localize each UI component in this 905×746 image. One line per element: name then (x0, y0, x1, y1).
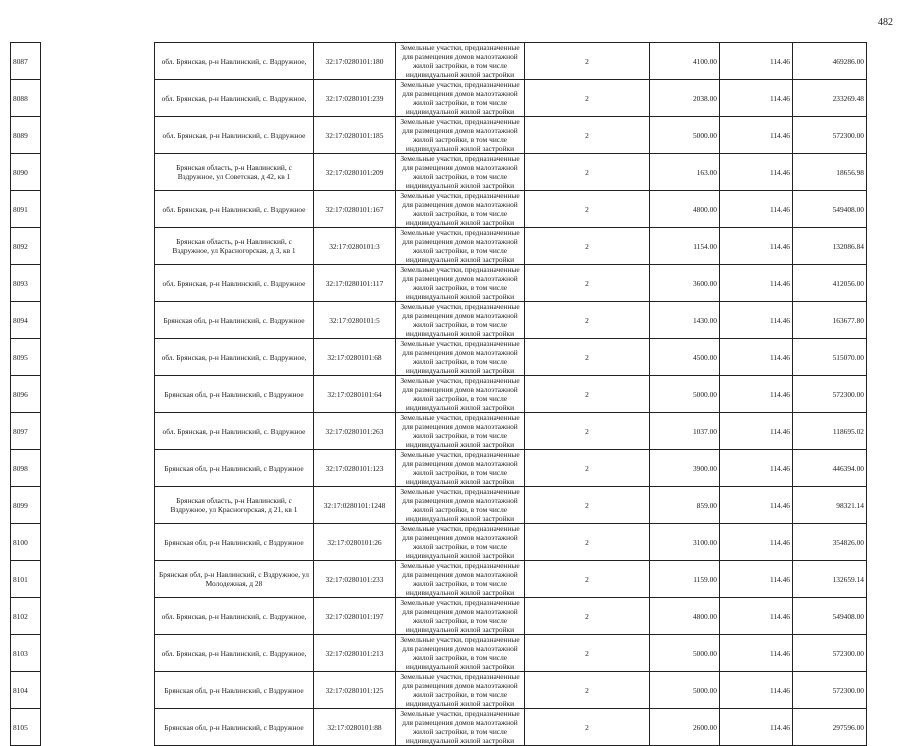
blank-cell (41, 154, 155, 191)
area-cell: 4800.00 (650, 191, 720, 228)
blank-cell (41, 339, 155, 376)
table-row (11, 450, 867, 487)
address-cell: обл. Брянская, р-н Навлинский, с. Вздружное (155, 413, 314, 450)
land-use-cell: Земельные участки, предназначенные для размещения домов малоэтажной жилой застройки, в том числе индивидуальной жилой застройки (396, 191, 525, 228)
cadastral-number-cell: 32:17:0280101:64 (314, 376, 396, 413)
rate-cell: 114.46 (720, 598, 793, 635)
cadastral-number-cell: 32:17:0280101:1248 (314, 487, 396, 524)
category-cell: 2 (525, 302, 650, 339)
rate-cell: 114.46 (720, 376, 793, 413)
cadastral-value-cell: 132659.14 (793, 561, 867, 598)
address-cell: обл. Брянская, р-н Навлинский, с. Вздружное, (155, 635, 314, 672)
rate-cell: 114.46 (720, 154, 793, 191)
row-number-cell: 8100 (11, 524, 41, 561)
address-cell: Брянская область, р-н Навлинский, с Вздружное, ул Советская, д 42, кв 1 (155, 154, 314, 191)
registry-body (11, 43, 867, 746)
row-number-cell: 8090 (11, 154, 41, 191)
cadastral-number-cell: 32:17:0280101:185 (314, 117, 396, 154)
cadastral-number-cell: 32:17:0280101:167 (314, 191, 396, 228)
address-cell: обл. Брянская, р-н Навлинский, с. Вздружное, (155, 339, 314, 376)
land-use-cell: Земельные участки, предназначенные для размещения домов малоэтажной жилой застройки, в том числе индивидуальной жилой застройки (396, 524, 525, 561)
address-cell: Брянская область, р-н Навлинский, с Вздружное, ул Красногорская, д 21, кв 1 (155, 487, 314, 524)
blank-cell (41, 43, 155, 80)
table-row (11, 598, 867, 635)
blank-cell (41, 302, 155, 339)
cadastral-value-cell: 572300.00 (793, 117, 867, 154)
land-use-cell: Земельные участки, предназначенные для размещения домов малоэтажной жилой застройки, в том числе индивидуальной жилой застройки (396, 413, 525, 450)
area-cell: 5000.00 (650, 635, 720, 672)
table-row (11, 524, 867, 561)
row-number-cell: 8101 (11, 561, 41, 598)
address-cell: Брянская обл, р-н Навлинский, с Вздружное, ул Молодежная, д 28 (155, 561, 314, 598)
row-number-cell: 8096 (11, 376, 41, 413)
cadastral-number-cell: 32:17:0280101:125 (314, 672, 396, 709)
cadastral-number-cell: 32:17:0280101:117 (314, 265, 396, 302)
cadastral-value-cell: 297596.00 (793, 709, 867, 746)
address-cell: Брянская обл, р-н Навлинский, с Вздружное (155, 672, 314, 709)
area-cell: 3100.00 (650, 524, 720, 561)
category-cell: 2 (525, 154, 650, 191)
cadastral-number-cell: 32:17:0280101:68 (314, 339, 396, 376)
cadastral-value-cell: 98321.14 (793, 487, 867, 524)
address-cell: Брянская обл, р-н Навлинский, с Вздружное (155, 450, 314, 487)
row-number-cell: 8103 (11, 635, 41, 672)
cadastral-value-cell: 572300.00 (793, 635, 867, 672)
category-cell: 2 (525, 635, 650, 672)
rate-cell: 114.46 (720, 43, 793, 80)
table-row (11, 117, 867, 154)
blank-cell (41, 265, 155, 302)
row-number-cell: 8104 (11, 672, 41, 709)
category-cell: 2 (525, 709, 650, 746)
table-row (11, 302, 867, 339)
cadastral-value-cell: 515070.00 (793, 339, 867, 376)
cadastral-value-cell: 572300.00 (793, 376, 867, 413)
area-cell: 4800.00 (650, 598, 720, 635)
table-row (11, 635, 867, 672)
address-cell: Брянская обл, р-н Навлинский, с Вздружное (155, 524, 314, 561)
blank-cell (41, 376, 155, 413)
cadastral-number-cell: 32:17:0280101:263 (314, 413, 396, 450)
table-row (11, 561, 867, 598)
category-cell: 2 (525, 561, 650, 598)
cadastral-number-cell: 32:17:0280101:123 (314, 450, 396, 487)
cadastral-value-cell: 549408.00 (793, 191, 867, 228)
cadastral-value-cell: 18656.98 (793, 154, 867, 191)
row-number-cell: 8094 (11, 302, 41, 339)
cadastral-value-cell: 572300.00 (793, 672, 867, 709)
category-cell: 2 (525, 376, 650, 413)
address-cell: Брянская область, р-н Навлинский, с Вздружное, ул Красногорская, д 3, кв 1 (155, 228, 314, 265)
row-number-cell: 8091 (11, 191, 41, 228)
land-use-cell: Земельные участки, предназначенные для размещения домов малоэтажной жилой застройки, в том числе индивидуальной жилой застройки (396, 709, 525, 746)
blank-cell (41, 672, 155, 709)
address-cell: Брянская обл, р-н Навлинский, с. Вздружное (155, 302, 314, 339)
blank-cell (41, 635, 155, 672)
table-row (11, 265, 867, 302)
area-cell: 5000.00 (650, 376, 720, 413)
row-number-cell: 8105 (11, 709, 41, 746)
cadastral-value-cell: 233269.48 (793, 80, 867, 117)
cadastral-number-cell: 32:17:0280101:5 (314, 302, 396, 339)
land-use-cell: Земельные участки, предназначенные для размещения домов малоэтажной жилой застройки, в том числе индивидуальной жилой застройки (396, 43, 525, 80)
blank-cell (41, 524, 155, 561)
area-cell: 1154.00 (650, 228, 720, 265)
rate-cell: 114.46 (720, 672, 793, 709)
cadastral-value-cell: 118695.02 (793, 413, 867, 450)
row-number-cell: 8093 (11, 265, 41, 302)
category-cell: 2 (525, 672, 650, 709)
land-use-cell: Земельные участки, предназначенные для размещения домов малоэтажной жилой застройки, в том числе индивидуальной жилой застройки (396, 117, 525, 154)
rate-cell: 114.46 (720, 487, 793, 524)
area-cell: 1430.00 (650, 302, 720, 339)
category-cell: 2 (525, 43, 650, 80)
category-cell: 2 (525, 191, 650, 228)
land-use-cell: Земельные участки, предназначенные для размещения домов малоэтажной жилой застройки, в том числе индивидуальной жилой застройки (396, 598, 525, 635)
rate-cell: 114.46 (720, 413, 793, 450)
rate-cell: 114.46 (720, 191, 793, 228)
blank-cell (41, 450, 155, 487)
cadastral-number-cell: 32:17:0280101:239 (314, 80, 396, 117)
cadastral-number-cell: 32:17:0280101:88 (314, 709, 396, 746)
rate-cell: 114.46 (720, 450, 793, 487)
table-row (11, 339, 867, 376)
area-cell: 859.00 (650, 487, 720, 524)
address-cell: обл. Брянская, р-н Навлинский, с. Вздружное, (155, 80, 314, 117)
area-cell: 2600.00 (650, 709, 720, 746)
rate-cell: 114.46 (720, 339, 793, 376)
row-number-cell: 8097 (11, 413, 41, 450)
cadastral-number-cell: 32:17:0280101:213 (314, 635, 396, 672)
blank-cell (41, 117, 155, 154)
category-cell: 2 (525, 598, 650, 635)
table-row (11, 709, 867, 746)
table-row (11, 672, 867, 709)
land-use-cell: Земельные участки, предназначенные для размещения домов малоэтажной жилой застройки, в том числе индивидуальной жилой застройки (396, 635, 525, 672)
rate-cell: 114.46 (720, 524, 793, 561)
area-cell: 5000.00 (650, 117, 720, 154)
blank-cell (41, 561, 155, 598)
table-row (11, 376, 867, 413)
cadastral-value-cell: 412056.00 (793, 265, 867, 302)
address-cell: обл. Брянская, р-н Навлинский, с. Вздружное, (155, 598, 314, 635)
land-use-cell: Земельные участки, предназначенные для размещения домов малоэтажной жилой застройки, в том числе индивидуальной жилой застройки (396, 80, 525, 117)
land-use-cell: Земельные участки, предназначенные для размещения домов малоэтажной жилой застройки, в том числе индивидуальной жилой застройки (396, 376, 525, 413)
category-cell: 2 (525, 117, 650, 154)
area-cell: 4500.00 (650, 339, 720, 376)
page-number: 482 (878, 17, 893, 28)
area-cell: 2038.00 (650, 80, 720, 117)
cadastral-value-cell: 163677.80 (793, 302, 867, 339)
cadastral-number-cell: 32:17:0280101:180 (314, 43, 396, 80)
row-number-cell: 8095 (11, 339, 41, 376)
address-cell: Брянская обл, р-н Навлинский, с Вздружное (155, 376, 314, 413)
rate-cell: 114.46 (720, 228, 793, 265)
table-row (11, 413, 867, 450)
category-cell: 2 (525, 339, 650, 376)
cadastral-number-cell: 32:17:0280101:3 (314, 228, 396, 265)
cadastral-number-cell: 32:17:0280101:209 (314, 154, 396, 191)
blank-cell (41, 80, 155, 117)
category-cell: 2 (525, 487, 650, 524)
land-plot-registry-table (10, 42, 867, 746)
land-use-cell: Земельные участки, предназначенные для размещения домов малоэтажной жилой застройки, в том числе индивидуальной жилой застройки (396, 450, 525, 487)
category-cell: 2 (525, 524, 650, 561)
blank-cell (41, 228, 155, 265)
table-row (11, 43, 867, 80)
cadastral-number-cell: 32:17:0280101:233 (314, 561, 396, 598)
blank-cell (41, 598, 155, 635)
rate-cell: 114.46 (720, 635, 793, 672)
blank-cell (41, 191, 155, 228)
land-use-cell: Земельные участки, предназначенные для размещения домов малоэтажной жилой застройки, в том числе индивидуальной жилой застройки (396, 302, 525, 339)
rate-cell: 114.46 (720, 80, 793, 117)
table-row (11, 80, 867, 117)
address-cell: обл. Брянская, р-н Навлинский, с. Вздружное (155, 117, 314, 154)
land-use-cell: Земельные участки, предназначенные для размещения домов малоэтажной жилой застройки, в том числе индивидуальной жилой застройки (396, 487, 525, 524)
rate-cell: 114.46 (720, 709, 793, 746)
table-row (11, 154, 867, 191)
table-row (11, 191, 867, 228)
land-use-cell: Земельные участки, предназначенные для размещения домов малоэтажной жилой застройки, в том числе индивидуальной жилой застройки (396, 561, 525, 598)
cadastral-value-cell: 132086.84 (793, 228, 867, 265)
row-number-cell: 8092 (11, 228, 41, 265)
cadastral-value-cell: 549408.00 (793, 598, 867, 635)
cadastral-number-cell: 32:17:0280101:26 (314, 524, 396, 561)
rate-cell: 114.46 (720, 117, 793, 154)
rate-cell: 114.46 (720, 561, 793, 598)
category-cell: 2 (525, 413, 650, 450)
row-number-cell: 8098 (11, 450, 41, 487)
address-cell: обл. Брянская, р-н Навлинский, с. Вздружное, (155, 43, 314, 80)
land-use-cell: Земельные участки, предназначенные для размещения домов малоэтажной жилой застройки, в том числе индивидуальной жилой застройки (396, 154, 525, 191)
cadastral-number-cell: 32:17:0280101:197 (314, 598, 396, 635)
area-cell: 1159.00 (650, 561, 720, 598)
category-cell: 2 (525, 450, 650, 487)
address-cell: Брянская обл, р-н Навлинский, с Вздружное (155, 709, 314, 746)
address-cell: обл. Брянская, р-н Навлинский, с. Вздружное (155, 265, 314, 302)
row-number-cell: 8089 (11, 117, 41, 154)
blank-cell (41, 487, 155, 524)
area-cell: 3900.00 (650, 450, 720, 487)
rate-cell: 114.46 (720, 302, 793, 339)
row-number-cell: 8087 (11, 43, 41, 80)
rate-cell: 114.46 (720, 265, 793, 302)
category-cell: 2 (525, 228, 650, 265)
cadastral-value-cell: 446394.00 (793, 450, 867, 487)
category-cell: 2 (525, 265, 650, 302)
cadastral-value-cell: 469286.00 (793, 43, 867, 80)
table-row (11, 228, 867, 265)
address-cell: обл. Брянская, р-н Навлинский, с. Вздружное (155, 191, 314, 228)
area-cell: 4100.00 (650, 43, 720, 80)
row-number-cell: 8102 (11, 598, 41, 635)
row-number-cell: 8099 (11, 487, 41, 524)
table-row (11, 487, 867, 524)
area-cell: 1037.00 (650, 413, 720, 450)
category-cell: 2 (525, 80, 650, 117)
row-number-cell: 8088 (11, 80, 41, 117)
area-cell: 5000.00 (650, 672, 720, 709)
area-cell: 163.00 (650, 154, 720, 191)
cadastral-value-cell: 354826.00 (793, 524, 867, 561)
land-use-cell: Земельные участки, предназначенные для размещения домов малоэтажной жилой застройки, в том числе индивидуальной жилой застройки (396, 265, 525, 302)
land-use-cell: Земельные участки, предназначенные для размещения домов малоэтажной жилой застройки, в том числе индивидуальной жилой застройки (396, 339, 525, 376)
blank-cell (41, 709, 155, 746)
land-use-cell: Земельные участки, предназначенные для размещения домов малоэтажной жилой застройки, в том числе индивидуальной жилой застройки (396, 228, 525, 265)
land-use-cell: Земельные участки, предназначенные для размещения домов малоэтажной жилой застройки, в том числе индивидуальной жилой застройки (396, 672, 525, 709)
blank-cell (41, 413, 155, 450)
area-cell: 3600.00 (650, 265, 720, 302)
